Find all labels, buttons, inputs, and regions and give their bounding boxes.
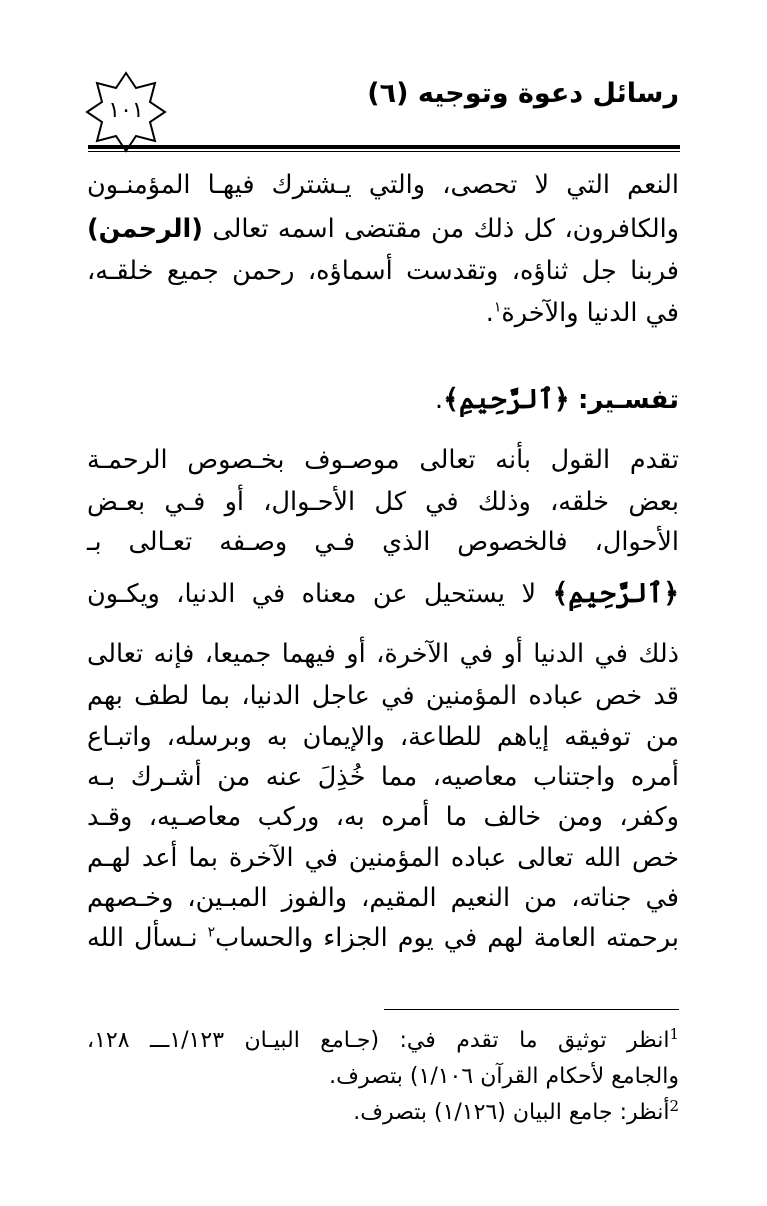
footnote-text: أنظر: جامع البيان (١/١٢٦) بتصرف. — [353, 1100, 670, 1125]
quran-verse: ﴿ٱلرَّحِيمِ﴾ — [443, 384, 570, 415]
paragraph-text: في الدنيا والآخرة — [501, 298, 679, 328]
paragraph-line — [87, 209, 679, 249]
paragraph-line — [87, 293, 679, 333]
paragraph-text: والكافرون، كل ذلك من مقتضى اسمه تعالى — [212, 214, 679, 244]
paragraph-text: لا يستحيل عن معناه في الدنيا، ويكـون — [87, 579, 536, 609]
footnote-1 — [87, 1024, 679, 1058]
footnote-1-continued: والجامع لأحكام القرآن ١/١٠٦) بتصرف. — [329, 1064, 679, 1089]
paragraph-line — [87, 918, 679, 958]
footnote-text: انظر توثيق ما تقدم في: (جـامع البيـان ١/١٢٣ـــ ١٢٨، — [87, 1028, 670, 1053]
paragraph-line: أمره واجتناب معاصيه، مما خُذِلَ عنه من أشـرك بـه — [87, 762, 679, 792]
footnote-mark: 1 — [669, 1025, 679, 1043]
bold-term: (الرحمن) — [87, 214, 203, 244]
paragraph-line: بعض خلقه، وذلك في كل الأحـوال، أو فـي بعـض — [87, 487, 679, 517]
paragraph-text: برحمته العامة لهم في يوم الجزاء والحساب — [215, 923, 679, 953]
page-number-badge — [84, 70, 168, 154]
paragraph-line — [87, 574, 679, 614]
paragraph-line: في جناته، من النعيم المقيم، والفوز المبـين، وخـصهم — [87, 883, 679, 913]
paragraph-text: نـسأل الله — [87, 923, 198, 953]
section-heading — [435, 378, 679, 422]
paragraph-line: تقدم القول بأنه تعالى موصـوف بخـصوص الرحمـة — [87, 445, 679, 475]
footnote-ref: ١ — [493, 299, 502, 316]
paragraph-line: الأحوال، فالخصوص الذي فـي وصـفه تعـالى بـ — [87, 527, 679, 557]
quran-verse: ﴿ٱلرَّحِيمِ﴾ — [552, 578, 680, 609]
paragraph-line: خص الله تعالى عباده المؤمنين في الآخرة بما أعد لهـم — [87, 843, 679, 873]
paragraph-line: من توفيقه إياهم للطاعة، والإيمان به وبرسله، واتبـاع — [87, 722, 679, 752]
paragraph-line: النعم التي لا تحصى، والتي يـشترك فيهـا المؤمنـون — [87, 170, 679, 200]
paragraph-line: قد خص عباده المؤمنين في عاجل الدنيا، بما لطف بهم — [87, 681, 679, 711]
page-number: ١٠١ — [108, 98, 144, 123]
paragraph-line: فربنا جل ثناؤه، وتقدست أسماؤه، رحمن جميع خلقـه، — [87, 256, 679, 286]
running-header-title: رسائل دعوة وتوجيه (٦) — [367, 78, 679, 109]
footnote-separator — [384, 1009, 679, 1010]
heading-end: . — [434, 385, 444, 415]
footnote-mark: 2 — [669, 1097, 679, 1115]
footnote-ref: ٢ — [207, 924, 216, 941]
header-rule-thin — [88, 151, 680, 152]
paragraph-line: ذلك في الدنيا أو في الآخرة، أو فيهما جميعا، فإنه تعالى — [87, 639, 679, 669]
heading-label: تفسـير: — [577, 385, 679, 415]
paragraph-text: . — [485, 298, 494, 328]
header-rule-thick — [88, 145, 680, 149]
footnote-2 — [87, 1096, 679, 1130]
paragraph-line: وكفر، ومن خالف ما أمره به، وركب معاصـيه، وقـد — [87, 802, 679, 832]
